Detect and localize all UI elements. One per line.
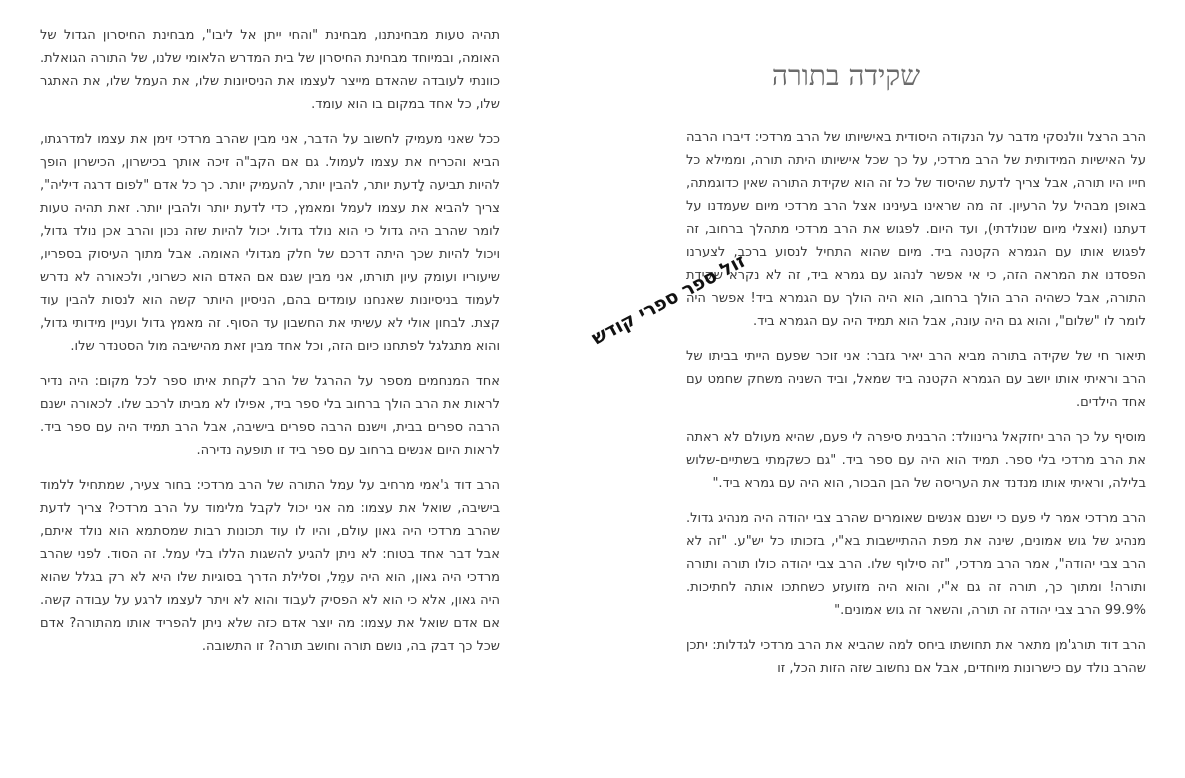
page-title: שקידה בתורה xyxy=(771,59,921,92)
right-paragraph: תיאור חי של שקידה בתורה מביא הרב יאיר גזבר: אני זוכר שפעם הייתי בביתו של הרב וראיתי אותו יושב עם הגמרא הקטנה ביד שמאל, וביד השניה משחק שחמט עם אחד הילדים. xyxy=(686,349,1146,410)
left-paragraph: תהיה טעות מבחינתנו, מבחינת "והחי ייתן אל ליבו", מבחינת החיסרון הגדול של האומה, ובמיוחד מבחינת החיסרון של בית המדרש הלאומי שלנו, של התורה הגואלת. כוונתי לעובדה שהאדם מייצר לעצמו את הניסיונות שלו, את העמל שלו, את האתגר שלו, כל אחד במקום בו הוא עומד. xyxy=(40,28,500,112)
right-paragraph: הרב מרדכי אמר לי פעם כי ישנם אנשים שאומרים שהרב צבי יהודה היה מנהיג גדול. מנהיג של גוש אמונים, שינה את מפת ההתיישבות בא"י, בזכותו כל יש"ע. "זה לא הרב צבי יהודה", אמר הרב מרדכי, "זה סילוף שלו. הרב צבי יהודה כולו תורה ותורה ותורה! ומתוך כך, תורה זה גם א"י, והוא היה מזועזע כשחתכו אותה לחתיכות. 99.9% הרב צבי יהודה זה תורה, והשאר זה גוש אמונים." xyxy=(686,511,1146,618)
right-paragraph: מוסיף על כך הרב יחזקאל גרינוולד: הרבנית סיפרה לי פעם, שהיא מעולם לא ראתה את הרב מרדכי בלי ספר. תמיד הוא היה עם ספר ביד. "גם כשקמתי בשתיים-שלוש בלילה, וראיתי אותו מנדנד את העריסה של הבן הבכור, הוא היה עם גמרא ביד." xyxy=(686,430,1146,491)
watermark: זול ספר ספרי קודש xyxy=(588,249,750,350)
left-page xyxy=(40,24,500,778)
left-paragraph: ככל שאני מעמיק לחשוב על הדבר, אני מבין שהרב מרדכי זימן את עצמו למדרגתו, הביא והכריח את עצמו לעמול. גם אם הקב"ה זיכה אותך בכישרון, הכישרון הופך להיות תביעה לָדעת יותר, להבין יותר, להעמיק יותר. כך כל אדם "לפום דרגה דיליה", צריך להביא את עצמו לעמל ומאמץ, כדי לדעת יותר ולהבין יותר. זאת תהיה טעות לומר שהרב היה גדול כי הוא נולד גדול. יכול להיות שזה נכון והרב אכן נולד גדול, ויכול להיות שכך היתה דרכם של חלק מגדולי האומה. אבל מתוך העיסוק בספריו, שיעוריו ועומק עיון תורתו, אני מבין שגם אם האדם הוא כשרוני, ולכאורה לא נדרש לעמוד בניסיונות שאנחנו עומדים בהם, הניסיון היותר קשה הוא לנסות להבין עוד קצת. לבחון אולי לא עשיתי את החשבון עד הסוף. זה מאמץ גדול ועניין מידותי גדול, והוא מתגלגל לפתחנו כיום הזה, וכל אחד מבין זאת מהישיבה מול הסטנדר שלו. xyxy=(40,132,500,354)
right-page xyxy=(686,56,1146,778)
right-paragraph: הרב דוד תורג'מן מתאר את תחושתו ביחס למה שהביא את הרב מרדכי לגדלות: יתכן שהרב נולד עם כישרונות מיוחדים, אבל אם נחשוב שזה הזות הכל, זו xyxy=(686,638,1146,676)
left-paragraph: אחד המנחמים מספר על ההרגל של הרב לקחת איתו ספר לכל מקום: היה נדיר לראות את הרב הולך ברחוב בלי ספר ביד, אפילו לא מביתו לרכב שלו. לכאורה ישנם הרבה ספרים בבית, וישנם הרבה ספרים בישיבה, אבל הרב תמיד היה עם ספר ביד. לראות היום אנשים ברחוב עם ספר ביד זו תופעה נדירה. xyxy=(40,374,500,458)
left-paragraph: הרב דוד ג'אמי מרחיב על עמל התורה של הרב מרדכי: בחור צעיר, שמתחיל ללמוד בישיבה, שואל את עצמו: מה אני יכול לקבל מלימוד על הרב מרדכי? צריך לדעת שהרב מרדכי היה גאון עולם, והיו לו עוד תכונות רבות שמסתמא הוא נולד איתם, אבל דבר אחד בטוח: לא ניתן להגיע להשגות הללו בלי עמל. זה הסוד. לפני שהרב מרדכי היה גאון, הוא היה עמֵל, וסלילת הדרך בסוגיות שלו היא לא רק בגלל שהוא היה גאון, אלא כי הוא לא הפסיק לעבוד והוא לא ויתר לעצמו לרגע על עבודה קשה. אם אדם שואל את עצמו: מה יוצר אדם כזה שלא ניתן להפריד אותו מהתורה? אדם שכל כך דבק בה, נושם תורה וחושב תורה? זו התשובה. xyxy=(40,478,500,654)
right-paragraph: הרב הרצל וולנסקי מדבר על הנקודה היסודית באישיותו של הרב מרדכי: דיברו הרבה על האישיות המידותית של הרב מרדכי, על כך שכל אישיותו היתה תורה, וממילא כל חייו היו תורה, אבל צריך לדעת שהיסוד של כל זה הוא שקידת התורה שאין כדוגמתה, באופן מבהיל על הרעיון. זה מה שראינו בעינינו אצל הרב מרדכי מיום שעמדנו על דעתנו (ואצלי מיום שנולדתי), ועד היום. לפגוש את הרב מרדכי מתהלך ברחוב, זה לפגוש אותו עם הגמרא הקטנה ביד. מיום שהוא התחיל לנסוע ברכב, לצערנו הפסדנו את המראה הזה, כי אי אפשר לנהוג עם גמרא ביד, זה לא נקרא שקידת התורה, אבל כשהיה הרב הולך ברחוב, הוא היה הולך עם הגמרא ביד! אפשר היה לומר לו "שלום", והוא גם היה עונה, אבל הוא תמיד היה עם הגמרא ביד. xyxy=(686,130,1146,329)
